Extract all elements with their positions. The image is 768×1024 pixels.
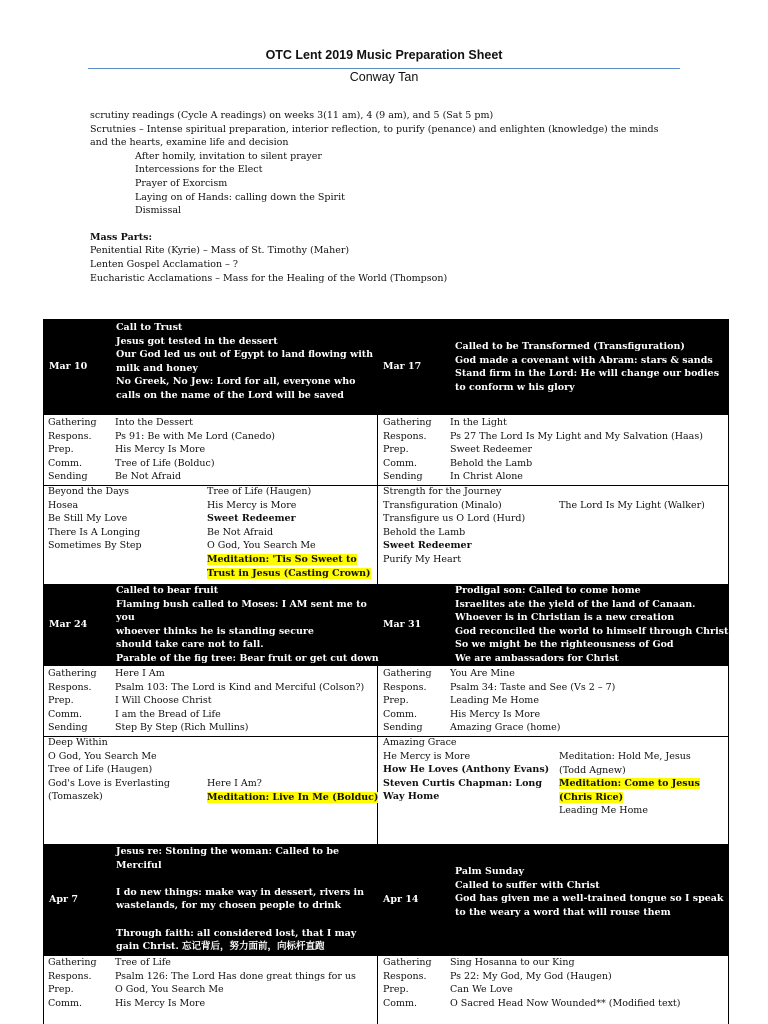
song-options: Beyond the Days Hosea Be Still My Love There Is A Longing Sometimes By Step: [48, 486, 142, 552]
intro-line: scrutiny readings (Cycle A readings) on weeks 3(11 am), 4 (9 am), and 5 (Sat 5 pm): [90, 110, 494, 121]
communion-song: His Mercy Is More: [115, 997, 206, 1009]
meditation-highlight: Meditation: 'Tis So Sweet to: [207, 553, 357, 565]
scrutiny-step: Prayer of Exorcism: [135, 177, 228, 189]
responsorial-psalm: Ps 91: Be with Me Lord (Canedo): [115, 430, 276, 442]
communion-song: His Mercy Is More: [450, 708, 541, 720]
song-schedule: Gathering Here I Am Respons. Psalm 103: The Lord is Kind and Merciful (Colson?) Prep. I Will Choose Christ Comm. I am the Bread of Life Sending Step By Step (Rich Mullins): [48, 668, 365, 734]
song-options: Here I Am? Meditation: Live In Me (Bolduc): [207, 778, 379, 803]
intro-line: and the hearts, examine life and decision: [90, 137, 289, 149]
theme-text: Called to bear fruit Flaming bush called to Moses: I AM sent me to you whoever thinks he is standing secure should take care not to fall. Parable of the fig tree: Bear fruit or get cut down: [116, 585, 379, 664]
week-header: [43, 844, 729, 956]
meditation-highlight: Meditation: Come to Jesus: [559, 778, 700, 790]
sending-song: Amazing Grace (home): [450, 722, 561, 734]
communion-song: Tree of Life (Bolduc): [115, 457, 215, 469]
mass-part: Penitential Rite (Kyrie) – Mass of St. Timothy (Maher): [90, 245, 350, 257]
communion-song: Behold the Lamb: [450, 457, 533, 469]
scrutiny-step: Laying on of Hands: calling down the Spirit: [135, 191, 345, 203]
meditation-highlight: Meditation: Live In Me (Bolduc): [207, 791, 379, 803]
gathering-song: In the Light: [450, 417, 507, 428]
intro-line: Scrutnies – Intense spiritual preparation, interior reflection, to purify (penance) and enlighten (knowledge) the minds: [90, 123, 659, 135]
date-label: Mar 24: [49, 619, 88, 630]
author: Conway Tan: [349, 70, 419, 84]
week-block-mar24-mar31: [43, 584, 729, 844]
communion-song: O Sacred Head Now Wounded** (Modified text): [450, 997, 681, 1009]
song-options: Deep Within O God, You Search Me Tree of Life (Haugen) God's Love is Everlasting (Tomaszek): [48, 737, 170, 803]
song-options: Strength for the Journey Transfiguration (Minalo) Transfigure us O Lord (Hurd) Behold the Lamb Sweet Redeemer Purify My Heart: [383, 486, 526, 565]
communion-song: I am the Bread of Life: [115, 708, 221, 720]
song-schedule: Gathering Into the Dessert Respons. Ps 91: Be with Me Lord (Canedo) Prep. His Mercy Is More Comm. Tree of Life (Bolduc) Sending Be Not Afraid: [48, 417, 276, 483]
gathering-song: Tree of Life: [115, 957, 171, 968]
theme-text: Jesus re: Stoning the woman: Called to be Merciful I do new things: make way in dessert, rivers in wastelands, for my chosen people to drink Through faith: all considered lost, that I may gain Christ. 忘记背后，努力面前，向标杆直跑: [116, 846, 365, 953]
gathering-song: Into the Dessert: [115, 417, 193, 428]
page-title: OTC Lent 2019 Music Preparation Sheet: [265, 48, 503, 62]
responsorial-psalm: Psalm 126: The Lord Has done great things for us: [115, 970, 356, 982]
mass-parts-heading: Mass Parts:: [90, 231, 152, 243]
week-block-mar10-mar17: [43, 319, 729, 584]
date-label: Mar 17: [383, 361, 422, 372]
theme-text: Palm Sunday Called to suffer with Christ God has given me a well-trained tongue so I speak to the weary a word that will rouse them: [455, 866, 724, 918]
date-label: Apr 7: [49, 894, 78, 905]
scrutiny-step: Intercessions for the Elect: [135, 164, 263, 176]
responsorial-psalm: Psalm 103: The Lord is Kind and Merciful (Colson?): [115, 681, 365, 693]
responsorial-psalm: Ps 22: My God, My God (Haugen): [450, 970, 612, 982]
song-schedule: Gathering You Are Mine Respons. Psalm 34: Taste and See (Vs 2 – 7) Prep. Leading Me Home Comm. His Mercy Is More Sending Amazing Grace (home): [383, 668, 616, 734]
theme-text: Call to Trust Jesus got tested in the dessert Our God led us out of Egypt to land flowing with milk and honey No Greek, No Jew: Lord for all, everyone who calls on the name of the Lord will be saved: [116, 322, 374, 401]
meditation-highlight: Trust in Jesus (Casting Crown): [207, 567, 371, 579]
sending-song: Be Not Afraid: [115, 471, 182, 483]
song-options: The Lord Is My Light (Walker): [559, 500, 705, 511]
theme-text: Prodigal son: Called to come home Israelites ate the yield of the land of Canaan. Whoever is in Christian is a new creation God reconciled the world to himself through Christ So we might be the righteousness of God We are ambassadors for Christ: [455, 585, 729, 664]
gathering-song: Here I Am: [115, 668, 165, 679]
mass-part: Lenten Gospel Acclamation – ?: [90, 258, 239, 270]
scrutiny-step: After homily, invitation to silent prayer: [135, 150, 322, 162]
responsorial-psalm: Psalm 34: Taste and See (Vs 2 – 7): [450, 681, 616, 693]
gathering-song: Sing Hosanna to our King: [450, 957, 575, 968]
responsorial-psalm: Ps 27 The Lord Is My Light and My Salvation (Haas): [450, 430, 703, 442]
scrutiny-step: Dismissal: [135, 205, 182, 217]
date-label: Mar 31: [383, 619, 422, 630]
song-options: Meditation: Hold Me, Jesus (Todd Agnew) Meditation: Come to Jesus (Chris Rice) Leading Me Home: [559, 751, 700, 817]
song-schedule: Gathering Sing Hosanna to our King Respons. Ps 22: My God, My God (Haugen) Prep. Can We Love Comm. O Sacred Head Now Wounded** (Modified text): [383, 957, 681, 1009]
preparation-song: His Mercy Is More: [115, 444, 206, 456]
intro-notes: [90, 109, 690, 285]
preparation-song: Can We Love: [450, 984, 513, 996]
song-schedule: Gathering Tree of Life Respons. Psalm 126: The Lord Has done great things for us Prep. O God, You Search Me Comm. His Mercy Is More: [48, 957, 356, 1009]
preparation-song: Sweet Redeemer: [450, 444, 532, 456]
song-options: Amazing Grace He Mercy is More How He Loves (Anthony Evans) Steven Curtis Chapman: Long Way Home: [383, 737, 550, 803]
sending-song: In Christ Alone: [450, 471, 523, 483]
mass-part: Eucharistic Acclamations – Mass for the Healing of the World (Thompson): [90, 272, 448, 284]
song-options: Tree of Life (Haugen) His Mercy is More Sweet Redeemer Be Not Afraid O God, You Search Me Meditation: 'Tis So Sweet to Trust in Jesus (Casting Crown): [207, 486, 371, 579]
week-block-apr7-apr14: [43, 844, 729, 1024]
week-header: [43, 584, 729, 666]
song-schedule: Gathering In the Light Respons. Ps 27 The Lord Is My Light and My Salvation (Haas) Prep. Sweet Redeemer Comm. Behold the Lamb Sending In Christ Alone: [383, 417, 703, 483]
gathering-song: You Are Mine: [450, 668, 515, 679]
date-label: Mar 10: [49, 361, 88, 372]
preparation-song: I Will Choose Christ: [115, 695, 212, 707]
date-label: Apr 14: [383, 894, 419, 905]
theme-text: Called to be Transformed (Transfiguration) God made a covenant with Abram: stars & sands Stand firm in the Lord: He will change our bodies to conform w his glory: [455, 341, 720, 393]
week-header: [43, 319, 729, 415]
sending-song: Step By Step (Rich Mullins): [115, 722, 249, 734]
preparation-song: O God, You Search Me: [115, 984, 224, 996]
title-rule: [88, 68, 680, 69]
preparation-song: Leading Me Home: [450, 695, 539, 707]
meditation-highlight: (Chris Rice): [559, 791, 624, 803]
